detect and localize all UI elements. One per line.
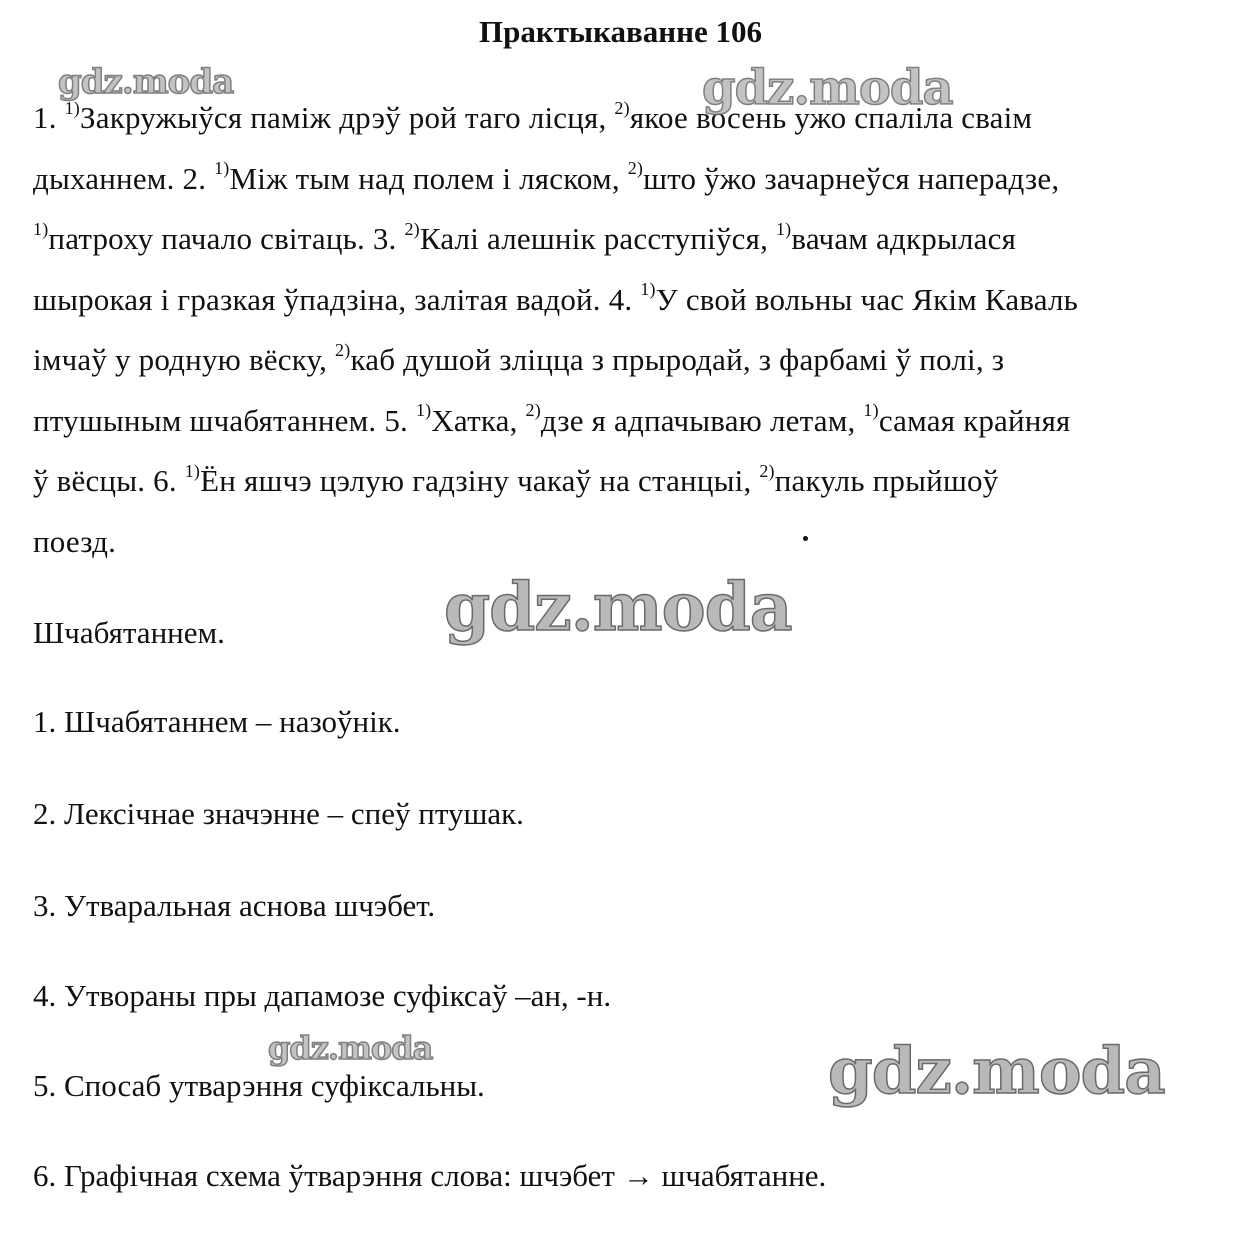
- text-span: патроху пачало світаць. 3.: [48, 221, 405, 256]
- clause-marker: 1): [775, 218, 792, 239]
- text-line-3: [33, 209, 1223, 270]
- clause-marker: 1): [214, 158, 230, 179]
- analysis-item: 6. Графічная схема ўтварэння слова: шчэбет → шчабятанне.: [33, 1158, 827, 1193]
- clause-marker: 2): [335, 339, 351, 360]
- watermark-logo: gdz.moda: [828, 1034, 1165, 1109]
- analysis-item: 3. Утваральная аснова шчэбет.: [33, 888, 436, 923]
- clause-marker: 2): [525, 400, 541, 421]
- clause-marker: 2): [614, 97, 630, 118]
- text-line-7: [33, 451, 1223, 512]
- text-span: Калі алешнік расступіўся,: [419, 221, 776, 256]
- clause-marker: 2): [627, 158, 644, 179]
- watermark-logo: gdz.moda: [444, 568, 792, 646]
- clause-marker: 1): [863, 400, 879, 421]
- text-span: дыханнем. 2.: [33, 160, 215, 196]
- text-span: Між тым над полем і ляском,: [229, 160, 628, 196]
- analysis-item: 2. Лексічнае значэнне – спеў птушак.: [33, 796, 524, 831]
- analysis-item: 4. Утвораны пры дапамозе суфіксаў –ан, -н.: [33, 978, 612, 1013]
- text-span: дзе я адпачываю летам,: [540, 402, 864, 438]
- text-span: Ён яшчэ цэлую гадзіну чакаў на станцыі,: [200, 463, 760, 498]
- text-span: каб душой зліцца з прыродай, з фарбамі ў полі, з: [350, 342, 1005, 377]
- text-span: Хатка,: [431, 402, 526, 438]
- text-span: вачам адкрылася: [791, 221, 1017, 256]
- analysis-item: 1. Шчабятаннем – назоўнік.: [33, 704, 401, 739]
- text-span: самая крайняя: [878, 402, 1071, 438]
- text-line-6: [33, 391, 1223, 452]
- watermark-logo: gdz.moda: [58, 62, 234, 102]
- word-heading: Шчабятаннем.: [33, 615, 225, 650]
- page-title: Практыкаванне 106: [478, 14, 762, 49]
- text-line-2: [33, 149, 1223, 210]
- stray-dot: [803, 536, 808, 541]
- text-line-1: [33, 88, 1223, 149]
- text-span: што ўжо зачарнеўся наперадзе,: [643, 160, 1060, 196]
- text-span: якое восень ужо спаліла сваім: [629, 100, 1033, 135]
- text-line-8: [33, 512, 1223, 573]
- analysis-item: 5. Спосаб утварэння суфіксальны.: [33, 1068, 485, 1103]
- text-span: 1.: [33, 100, 65, 135]
- clause-marker: 2): [759, 460, 775, 481]
- text-span: птушыным шчабятаннем. 5.: [33, 402, 416, 438]
- clause-marker: 2): [404, 218, 420, 239]
- text-span: пакуль прыйшоў: [774, 463, 999, 498]
- text-span: шырокая і гразкая ўпадзіна, залітая вадой. 4.: [33, 281, 641, 317]
- text-line-5: [33, 330, 1223, 391]
- text-span: ў вёсцы. 6.: [33, 463, 185, 498]
- text-span: У свой вольны час Якім Каваль: [655, 281, 1079, 317]
- clause-marker: 1): [640, 279, 656, 300]
- watermark-logo: gdz.moda: [268, 1029, 433, 1067]
- text-span: імчаў у родную вёску,: [33, 342, 336, 377]
- text-span: поезд.: [33, 523, 117, 559]
- clause-marker: 1): [415, 400, 432, 421]
- clause-marker: 1): [184, 460, 201, 481]
- exercise-text: [33, 88, 1223, 572]
- text-line-4: [33, 270, 1223, 331]
- text-span: Закружыўся паміж дрэў рой таго лісця,: [80, 100, 615, 135]
- watermark-logo: gdz.moda: [702, 60, 953, 116]
- clause-marker: 1): [33, 218, 49, 239]
- clause-marker: 1): [64, 97, 81, 118]
